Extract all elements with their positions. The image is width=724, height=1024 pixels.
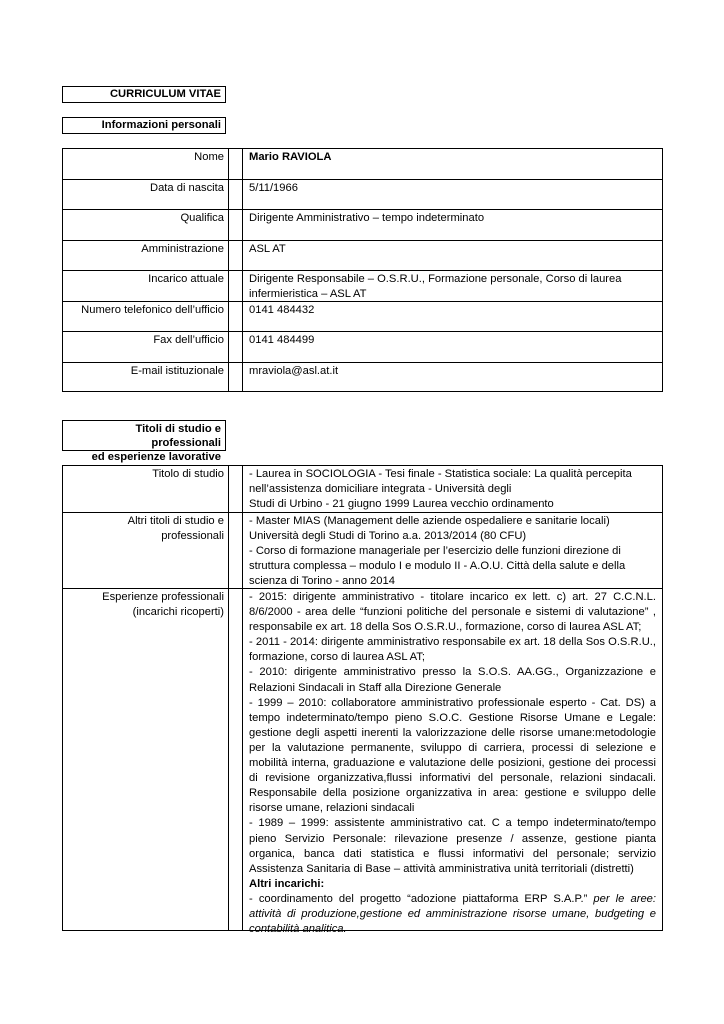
altri-incarichi-italic: per le aree: attività di produzione,gestione ed amministrazione risorse umane, budgeting e contabilità analitica. <box>249 892 656 936</box>
personal-info-heading <box>62 117 226 134</box>
altri-line: scienza di Torino - anno 2014 <box>249 575 395 588</box>
esperienze-label-line: (incarichi ricoperti) <box>132 606 224 619</box>
studio-label: Titolo di studio <box>63 466 229 512</box>
altri-line: struttura complessa – modulo I e modulo II - A.O.U. Città della salute e della <box>249 560 626 573</box>
altri-label <box>63 513 229 588</box>
titles-heading <box>62 420 226 463</box>
studio-line: nell’assistenza domiciliare integrata - Università degli <box>249 483 512 496</box>
row-amministrazione <box>63 240 662 270</box>
studio-value <box>243 466 662 512</box>
personal-info-table <box>62 148 663 392</box>
amministrazione-label: Amministrazione <box>63 241 229 270</box>
incarico-value <box>243 271 662 301</box>
nascita-label: Data di nascita <box>63 180 229 209</box>
fax-value: 0141 484499 <box>249 334 315 346</box>
cv-heading-text: CURRICULUM VITAE <box>109 88 221 100</box>
titles-heading-line: Titoli di studio e professionali <box>135 423 221 449</box>
altri-incarichi-normal: - coordinamento del progetto “adozione piattaforma ERP S.A.P.” <box>249 892 588 905</box>
qualifica-value: Dirigente Amministrativo – tempo indeterminato <box>249 212 485 224</box>
telefono-value: 0141 484432 <box>249 304 315 316</box>
titles-table <box>62 465 663 936</box>
altri-line: - Master MIAS (Management delle aziende ospedaliere e sanitarie locali) <box>249 515 610 527</box>
esperienze-value <box>243 589 662 936</box>
row-nome <box>63 149 662 179</box>
esperienza-item: - 2015: dirigente amministrativo - titolare incarico ex lett. c) art. 27 C.C.N.L. 8/6/2000 - area delle “funzioni politiche del personale e sistemi di valutazione” , responsabile ex art. 18 della Sos O.S.R.U., formazione, corso di laurea ASL AT; <box>249 591 656 634</box>
incarico-value-line: infermieristica – ASL AT <box>249 288 367 301</box>
telefono-label: Numero telefonico dell’ufficio <box>63 302 229 331</box>
amministrazione-value: ASL AT <box>249 243 286 255</box>
row-incarico <box>63 270 662 301</box>
esperienza-item: - 2010: dirigente amministrativo presso la S.O.S. AA.GG., Organizzazione e Relazioni Sindacali in Staff alla Direzione Generale <box>249 666 656 694</box>
esperienze-label-line: Esperienze professionali <box>102 591 224 603</box>
nascita-value: 5/11/1966 <box>249 182 298 194</box>
esperienze-label <box>63 589 229 930</box>
nome-label: Nome <box>63 149 229 179</box>
studio-line: Studi di Urbino - 21 giugno 1999 Laurea vecchio ordinamento <box>249 498 554 511</box>
row-esperienze <box>63 588 662 936</box>
altri-value <box>243 513 662 588</box>
row-telefono <box>63 301 662 331</box>
esperienza-item: - 2011 - 2014: dirigente amministrativo responsabile ex art. 18 della Sos O.S.R.U., formazione, corso di laurea ASL AT; <box>249 636 656 664</box>
email-label: E-mail istituzionale <box>63 363 229 391</box>
row-titolo-studio <box>63 466 662 512</box>
esperienza-item: - 1989 – 1999: assistente amministrativo cat. C a tempo indeterminato/tempo pieno Servizio Personale: rilevazione presenze / assenze, gestione pianta organica, banca dati statistica e flussi informativi del personale; servizio Assistenza Sanitaria di Base – attività amministrativa unità territoriali (distretti) <box>249 817 656 875</box>
altri-label-line: professionali <box>161 530 224 543</box>
altri-line: Università degli Studi di Torino a.a. 2013/2014 (80 CFU) <box>249 530 527 543</box>
esperienza-item: - 1999 – 2010: collaboratore amministrativo professionale esperto - Cat. DS) a tempo indeterminato/tempo pieno S.O.C. Gestione Risorse Umane e Legale: gestione degli aspetti inerenti la valorizzazione delle risorse umane:metodologie per la valutazione permanente, sviluppo di carriera, processi di selezione e mobilità interna, graduazione e valutazione delle posizioni, gestione dei processi di revisione organizzativa,flussi informativi del personale, relazioni sindacali. Responsabile della posizione organizzativa in area: gestione e sviluppo delle risorse umane, relazioni sindacali <box>249 696 656 815</box>
fax-label: Fax dell’ufficio <box>63 332 229 362</box>
nome-value: Mario RAVIOLA <box>249 151 332 163</box>
altri-incarichi-text <box>249 892 656 937</box>
row-nascita <box>63 179 662 209</box>
qualifica-label: Qualifica <box>63 210 229 240</box>
row-fax <box>63 331 662 362</box>
row-qualifica <box>63 209 662 240</box>
email-value: mraviola@asl.at.it <box>249 365 339 377</box>
studio-line: - Laurea in SOCIOLOGIA - Tesi finale - Statistica sociale: La qualità percepita <box>249 468 632 480</box>
row-email <box>63 362 662 391</box>
titles-heading-line: ed esperienze lavorative <box>91 451 221 463</box>
row-altri-titoli <box>63 512 662 588</box>
incarico-label: Incarico attuale <box>63 271 229 301</box>
incarico-value-line: Dirigente Responsabile – O.S.R.U., Formazione personale, Corso di laurea <box>249 273 622 285</box>
altri-line: - Corso di formazione manageriale per l’esercizio delle funzioni direzione di <box>249 545 621 558</box>
personal-info-heading-text: Informazioni personali <box>101 119 221 131</box>
cv-heading <box>62 86 226 103</box>
altri-incarichi-title: Altri incarichi: <box>249 877 325 890</box>
altri-label-line: Altri titoli di studio e <box>127 515 224 527</box>
